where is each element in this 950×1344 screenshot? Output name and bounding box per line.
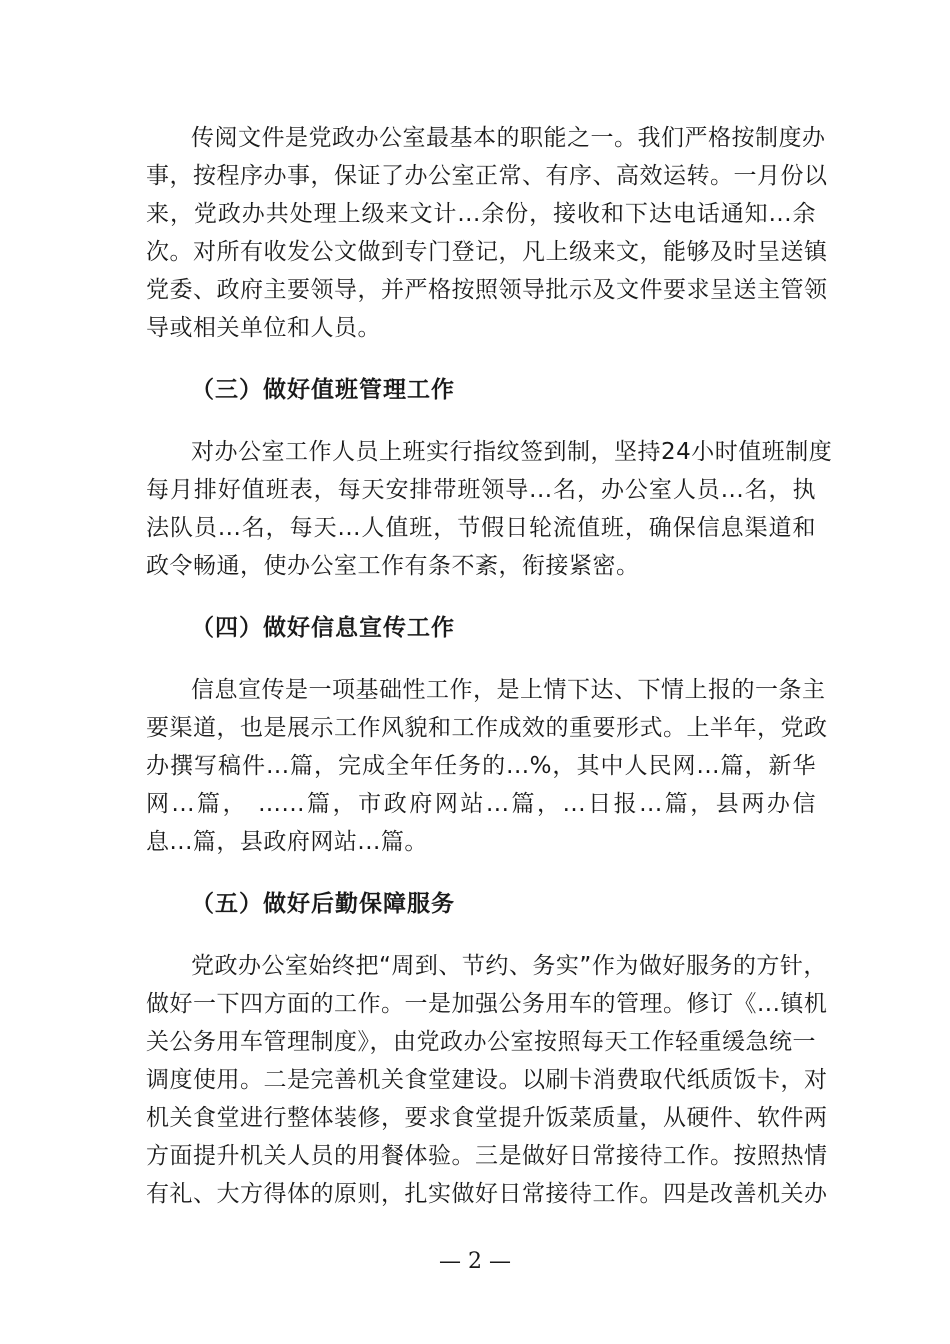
text-line: 关公务用车管理制度》，由党政办公室按照每天工作轻重缓急统一 (146, 1029, 816, 1055)
text-line: 对办公室工作人员上班实行指纹签到制，坚持24小时值班制度 (191, 439, 833, 465)
section-heading-duty: （三）做好值班管理工作 (191, 377, 455, 403)
text-line: 机关食堂进行整体装修，要求食堂提升饭菜质量，从硬件、软件两 (146, 1105, 828, 1131)
text-line: 信息宣传是一项基础性工作，是上情下达、下情上报的一条主 (191, 677, 826, 703)
text-line: 导或相关单位和人员。 (146, 315, 381, 341)
text-line: 做好一下四方面的工作。一是加强公务用车的管理。修订《...镇机 (146, 991, 828, 1017)
text-line: 事，按程序办事，保证了办公室正常、有序、高效运转。一月份以 (146, 163, 828, 189)
section-heading-logistics: （五）做好后勤保障服务 (191, 891, 455, 917)
section-heading-publicity: （四）做好信息宣传工作 (191, 615, 455, 641)
text-line: 息...篇，县政府网站...篇。 (146, 829, 428, 855)
text-line: 党委、政府主要领导，并严格按照领导批示及文件要求呈送主管领 (146, 277, 828, 303)
text-line: 要渠道，也是展示工作风貌和工作成效的重要形式。上半年，党政 (146, 715, 828, 741)
text-line: 调度使用。二是完善机关食堂建设。以刷卡消费取代纸质饭卡，对 (146, 1067, 828, 1093)
text-line: 网...篇， …...篇，市政府网站...篇，...日报...篇，县两办信 (146, 791, 816, 817)
text-line: 有礼、大方得体的原则，扎实做好日常接待工作。四是改善机关办 (146, 1181, 828, 1207)
text-line: 方面提升机关人员的用餐体验。三是做好日常接待工作。按照热情 (146, 1143, 828, 1169)
text-line: 每月排好值班表，每天安排带班领导...名，办公室人员...名，执 (146, 477, 816, 503)
text-line: 法队员...名，每天...人值班，节假日轮流值班，确保信息渠道和 (146, 515, 816, 541)
text-line: 次。对所有收发公文做到专门登记，凡上级来文，能够及时呈送镇 (146, 239, 828, 265)
text-line: 来，党政办共处理上级来文计...余份，接收和下达电话通知...余 (146, 201, 816, 227)
page-number: — 2 — (439, 1249, 511, 1274)
text-line: 政令畅通，使办公室工作有条不紊，衔接紧密。 (146, 553, 640, 579)
text-line: 党政办公室始终把“周到、节约、务实”作为做好服务的方针， (191, 953, 827, 979)
text-line: 办撰写稿件...篇，完成全年任务的...%，其中人民网...篇，新华 (146, 753, 816, 779)
text-line: 传阅文件是党政办公室最基本的职能之一。我们严格按制度办 (191, 125, 826, 151)
